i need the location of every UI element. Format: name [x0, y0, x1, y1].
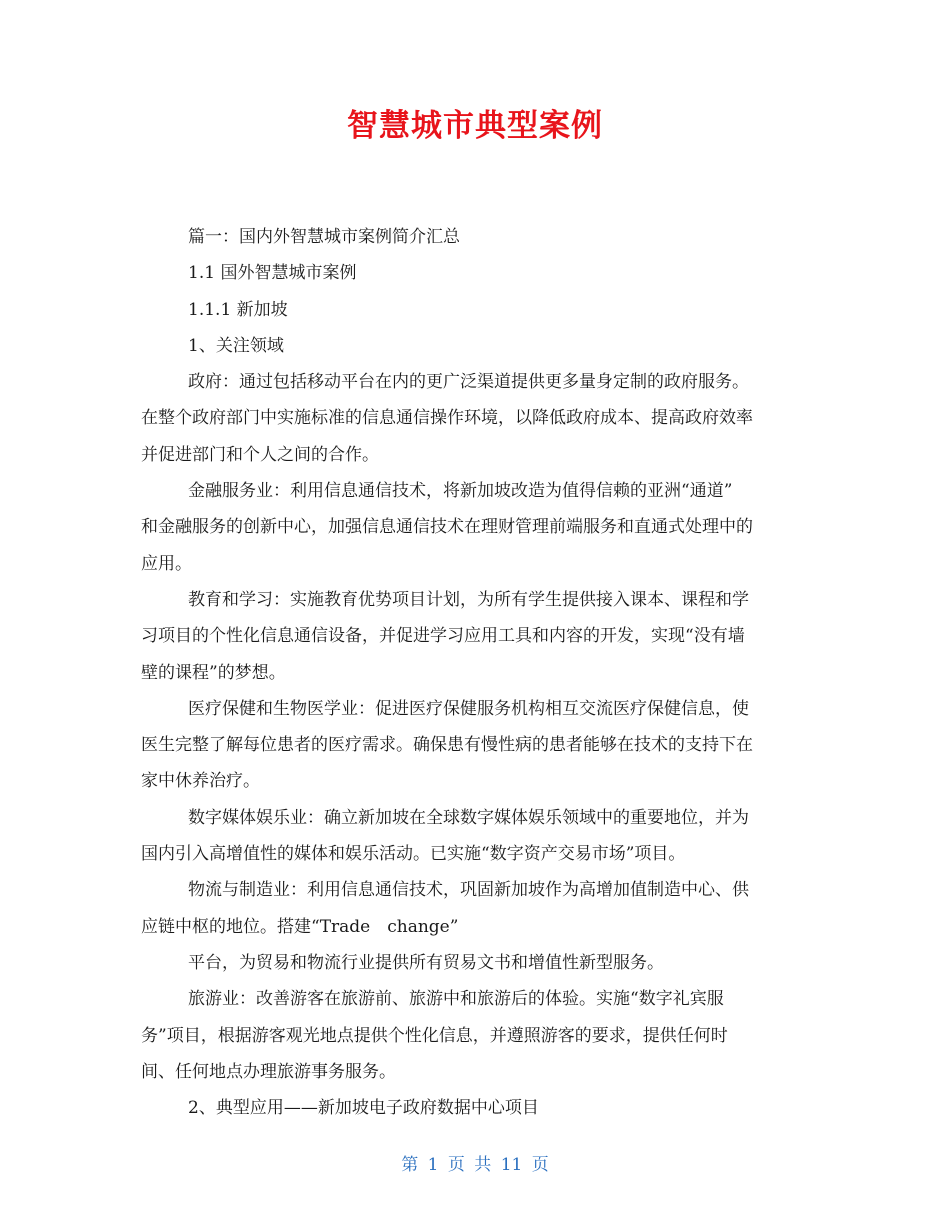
text-line: 家中休养治疗。 [141, 771, 260, 792]
page-footer: 第 1 页 共 11 页 [401, 1155, 549, 1175]
text-line: 应链中枢的地位。搭建“Trade change” [141, 916, 459, 937]
text-line: 务”项目，根据游客观光地点提供个性化信息，并遵照游客的要求，提供任何时 [141, 1025, 728, 1046]
text-line: 金融服务业：利用信息通信技术，将新加坡改造为值得信赖的亚洲“通道” [188, 481, 733, 502]
text-line: 和金融服务的创新中心，加强信息通信技术在理财管理前端服务和直通式处理中的 [141, 517, 753, 538]
text-line: 政府：通过包括移动平台在内的更广泛渠道提供更多量身定制的政府服务。 [188, 372, 749, 393]
text-line: 应用。 [141, 553, 192, 574]
text-line: 并促进部门和个人之间的合作。 [141, 444, 379, 465]
text-line: 篇一：国内外智慧城市案例简介汇总 [188, 227, 460, 247]
text-line: 在整个政府部门中实施标准的信息通信操作环境，以降低政府成本、提高政府效率 [141, 408, 753, 429]
text-line: 平台，为贸易和物流行业提供所有贸易文书和增值性新型服务。 [188, 952, 664, 973]
document-title: 智慧城市典型案例 [347, 108, 603, 144]
text-line: 间、任何地点办理旅游事务服务。 [141, 1061, 396, 1082]
text-line: 数字媒体娱乐业：确立新加坡在全球数字媒体娱乐领域中的重要地位，并为 [188, 807, 749, 828]
document-body [141, 219, 813, 1126]
text-line: 1.1 国外智慧城市案例 [188, 263, 357, 284]
text-line: 1.1.1 新加坡 [188, 299, 288, 320]
text-line: 习项目的个性化信息通信设备，并促进学习应用工具和内容的开发，实现“没有墙 [141, 626, 745, 647]
text-line: 医生完整了解每位患者的医疗需求。确保患有慢性病的患者能够在技术的支持下在 [141, 735, 753, 756]
text-line: 1、关注领域 [188, 335, 284, 356]
text-line: 旅游业：改善游客在旅游前、旅游中和旅游后的体验。实施“数字礼宾服 [188, 989, 724, 1010]
text-line: 医疗保健和生物医学业：促进医疗保健服务机构相互交流医疗保健信息，使 [188, 698, 749, 719]
text-line: 2、典型应用——新加坡电子政府数据中心项目 [188, 1098, 539, 1119]
text-line: 教育和学习：实施教育优势项目计划，为所有学生提供接入课本、课程和学 [188, 589, 749, 610]
text-line: 国内引入高增值性的媒体和娱乐活动。已实施“数字资产交易市场”项目。 [141, 844, 686, 865]
text-line: 壁的课程”的梦想。 [141, 662, 286, 683]
text-line: 物流与制造业：利用信息通信技术，巩固新加坡作为高增加值制造中心、供 [188, 880, 749, 901]
